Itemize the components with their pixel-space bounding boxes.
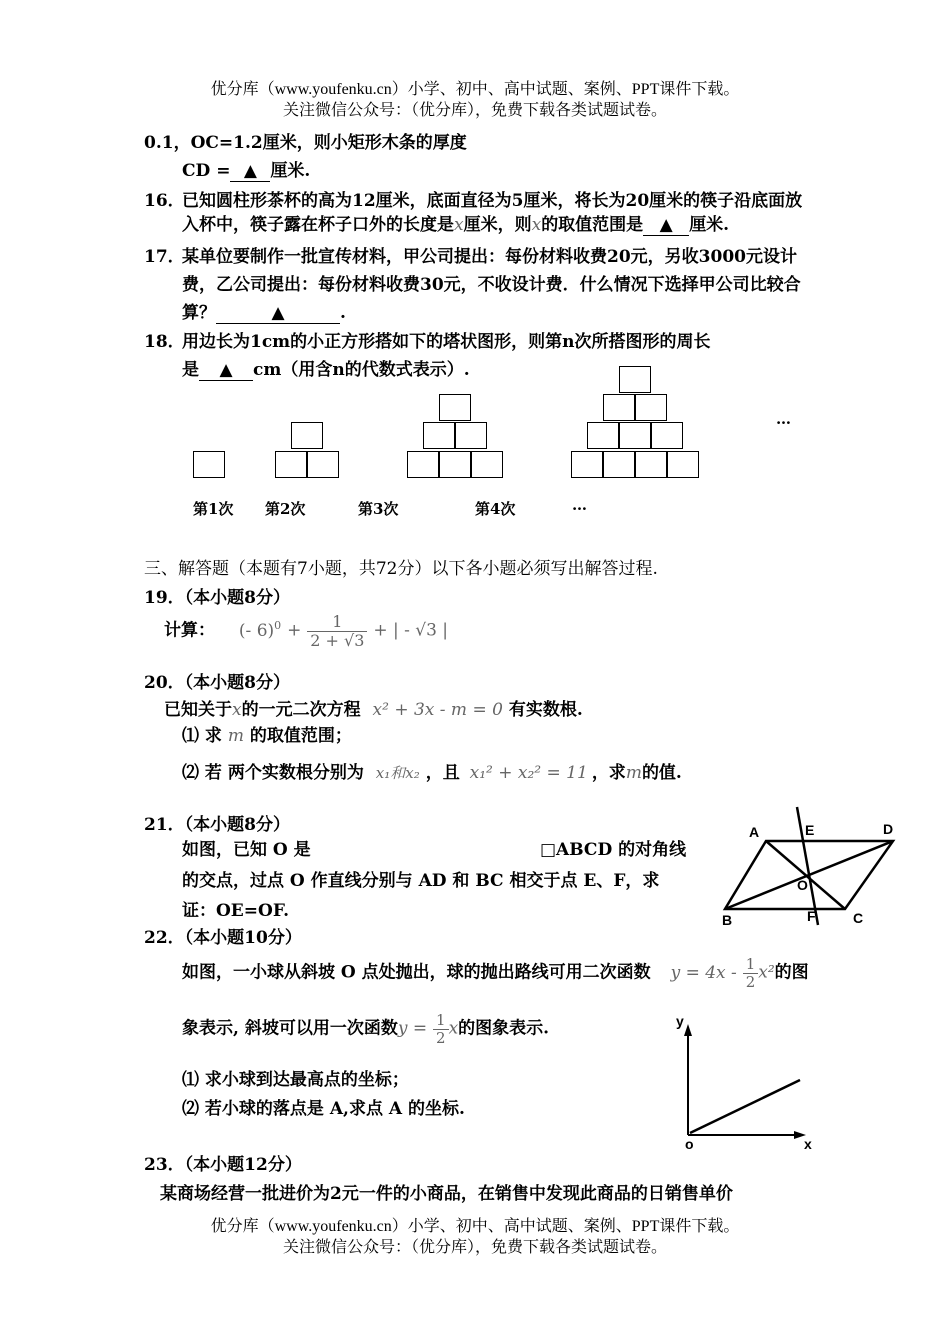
q16-number: 16． [144, 191, 185, 211]
label-c: C [853, 910, 864, 926]
q22-part-2: ⑵ 若小球的落点是 A,求点 A 的坐标. [182, 1099, 465, 1119]
q18-blank: ▲ [199, 360, 253, 381]
q21-line-1b: □ABCD 的对角线 [540, 840, 687, 860]
header-line-1: 优分库（www.youfenku.cn）小学、初中、高中试题、案例、PPT课件下载。 [210, 81, 740, 98]
q23-line-1: 某商场经营一批进价为2元一件的小商品，在销售中发现此商品的日销售单价 [160, 1184, 733, 1204]
q18-line-1: 用边长为1cm的小正方形搭如下的塔状图形，则第n次所搭图形的周长 [182, 332, 711, 352]
tower-square [193, 451, 225, 478]
tower-ellipsis-top: … [776, 410, 791, 428]
section-3-title: 三、解答题（本题有7小题，共72分）以下各小题必须写出解答过程. [144, 559, 658, 579]
tower-caption-4: 第4次 [475, 500, 516, 518]
q20-header: 20．（本小题8分） [144, 673, 291, 693]
tower-square [667, 451, 699, 478]
q19-expression: 计算： (- 6)$^0$ + $\frac{1}{2 + √3}$ + | - √3 | [164, 612, 449, 650]
label-f: F [807, 908, 816, 924]
tower-square [439, 394, 471, 421]
tower-square [603, 451, 635, 478]
q21-line-2: 的交点，过点 O 作直线分别与 AD 和 BC 相交于点 E、F，求 [182, 871, 660, 891]
q18-line-2: 是 ▲ cm（用含n的代数式表示）. [182, 360, 470, 380]
header-line-2: 关注微信公众号：（优分库），免费下载各类试题试卷。 [282, 102, 667, 119]
q15-blank: ▲ [230, 161, 270, 182]
label-d: D [883, 821, 894, 837]
q15-line-1: 0.1，OC=1.2厘米，则小矩形木条的厚度 [144, 133, 467, 153]
tower-caption-3: 第3次 [358, 500, 399, 518]
q21-header: 21．（本小题8分） [144, 815, 291, 835]
q16-line-1: 已知圆柱形茶杯的高为12厘米，底面直径为5厘米，将长为20厘米的筷子沿底面放 [182, 191, 803, 211]
q22-header: 22．（本小题10分） [144, 928, 302, 948]
tower-square [587, 422, 619, 449]
q18-number: 18． [144, 332, 185, 352]
q17-line-1: 某单位要制作一批宣传材料，甲公司提出：每份材料收费20元，另收3000元设计 [182, 247, 797, 267]
q17-number: 17． [144, 247, 185, 267]
label-e: E [805, 822, 815, 838]
q22-part-1: ⑴ 求小球到达最高点的坐标； [182, 1070, 409, 1090]
q16-line-2: 入杯中，筷子露在杯子口外的长度是x厘米，则x的取值范围是 ▲ 厘米. [182, 215, 730, 235]
label-y: y [676, 1013, 684, 1029]
slope-line [690, 1080, 800, 1133]
parallelogram-figure [715, 805, 905, 930]
q17-line-3: 算？ ▲ . [182, 303, 346, 323]
tower-ellipsis-bottom: … [572, 496, 587, 514]
tower-square [619, 422, 651, 449]
label-b: B [722, 912, 733, 928]
q23-header: 23．（本小题12分） [144, 1155, 302, 1175]
label-x: x [804, 1136, 812, 1152]
q17-line-2: 费，乙公司提出：每份材料收费30元，不收设计费．什么情况下选择甲公司比较合 [182, 275, 801, 295]
y-axis-arrow-icon [684, 1024, 692, 1036]
q20-stem: 已知关于x的一元二次方程 x² + 3x - m = 0 有实数根. [164, 700, 583, 720]
q21-line-3: 证：OE=OF. [182, 901, 290, 921]
q19-header: 19．（本小题8分） [144, 588, 291, 608]
tower-square [651, 422, 683, 449]
q16-blank: ▲ [643, 215, 689, 236]
footer-line-2: 关注微信公众号：（优分库），免费下载各类试题试卷。 [282, 1239, 667, 1256]
tower-square [603, 394, 635, 421]
tower-square [571, 451, 603, 478]
tower-square [291, 422, 323, 449]
q21-line-1a: 如图，已知 O 是 [182, 840, 311, 860]
tower-square [619, 366, 651, 393]
tower-square [275, 451, 307, 478]
label-origin: o [685, 1136, 694, 1152]
label-o: O [797, 877, 808, 893]
q22-line-2: 象表示, 斜坡可以用一次函数y = $\frac{1}{2}$ x的图象表示. [182, 1011, 550, 1047]
q15-line-2: CD = ▲ 厘米. [182, 161, 311, 181]
tower-square [635, 394, 667, 421]
tower-caption-1: 第1次 [193, 500, 234, 518]
label-a: A [749, 824, 760, 840]
q20-part-2: ⑵ 若 两个实数根分别为 x₁和x₂ ，且 x₁² + x₂² = 11 ，求m的值. [182, 763, 682, 783]
tower-square [635, 451, 667, 478]
q20-part-1: ⑴ 求 m 的取值范围； [182, 726, 352, 746]
tower-square [471, 451, 503, 478]
tower-square [407, 451, 439, 478]
tower-square [439, 451, 471, 478]
footer-line-1: 优分库（www.youfenku.cn）小学、初中、高中试题、案例、PPT课件下载。 [210, 1218, 740, 1235]
tower-square [307, 451, 339, 478]
q22-line-1: 如图，一小球从斜坡 O 点处抛出，球的抛出路线可用二次函数 y = 4x - $\frac{1}{2}$ x²的图 [182, 955, 809, 991]
slope-graph [670, 1010, 820, 1155]
tower-square [423, 422, 455, 449]
tower-caption-2: 第2次 [265, 500, 306, 518]
tower-square [455, 422, 487, 449]
q17-blank: ▲ [216, 303, 340, 324]
